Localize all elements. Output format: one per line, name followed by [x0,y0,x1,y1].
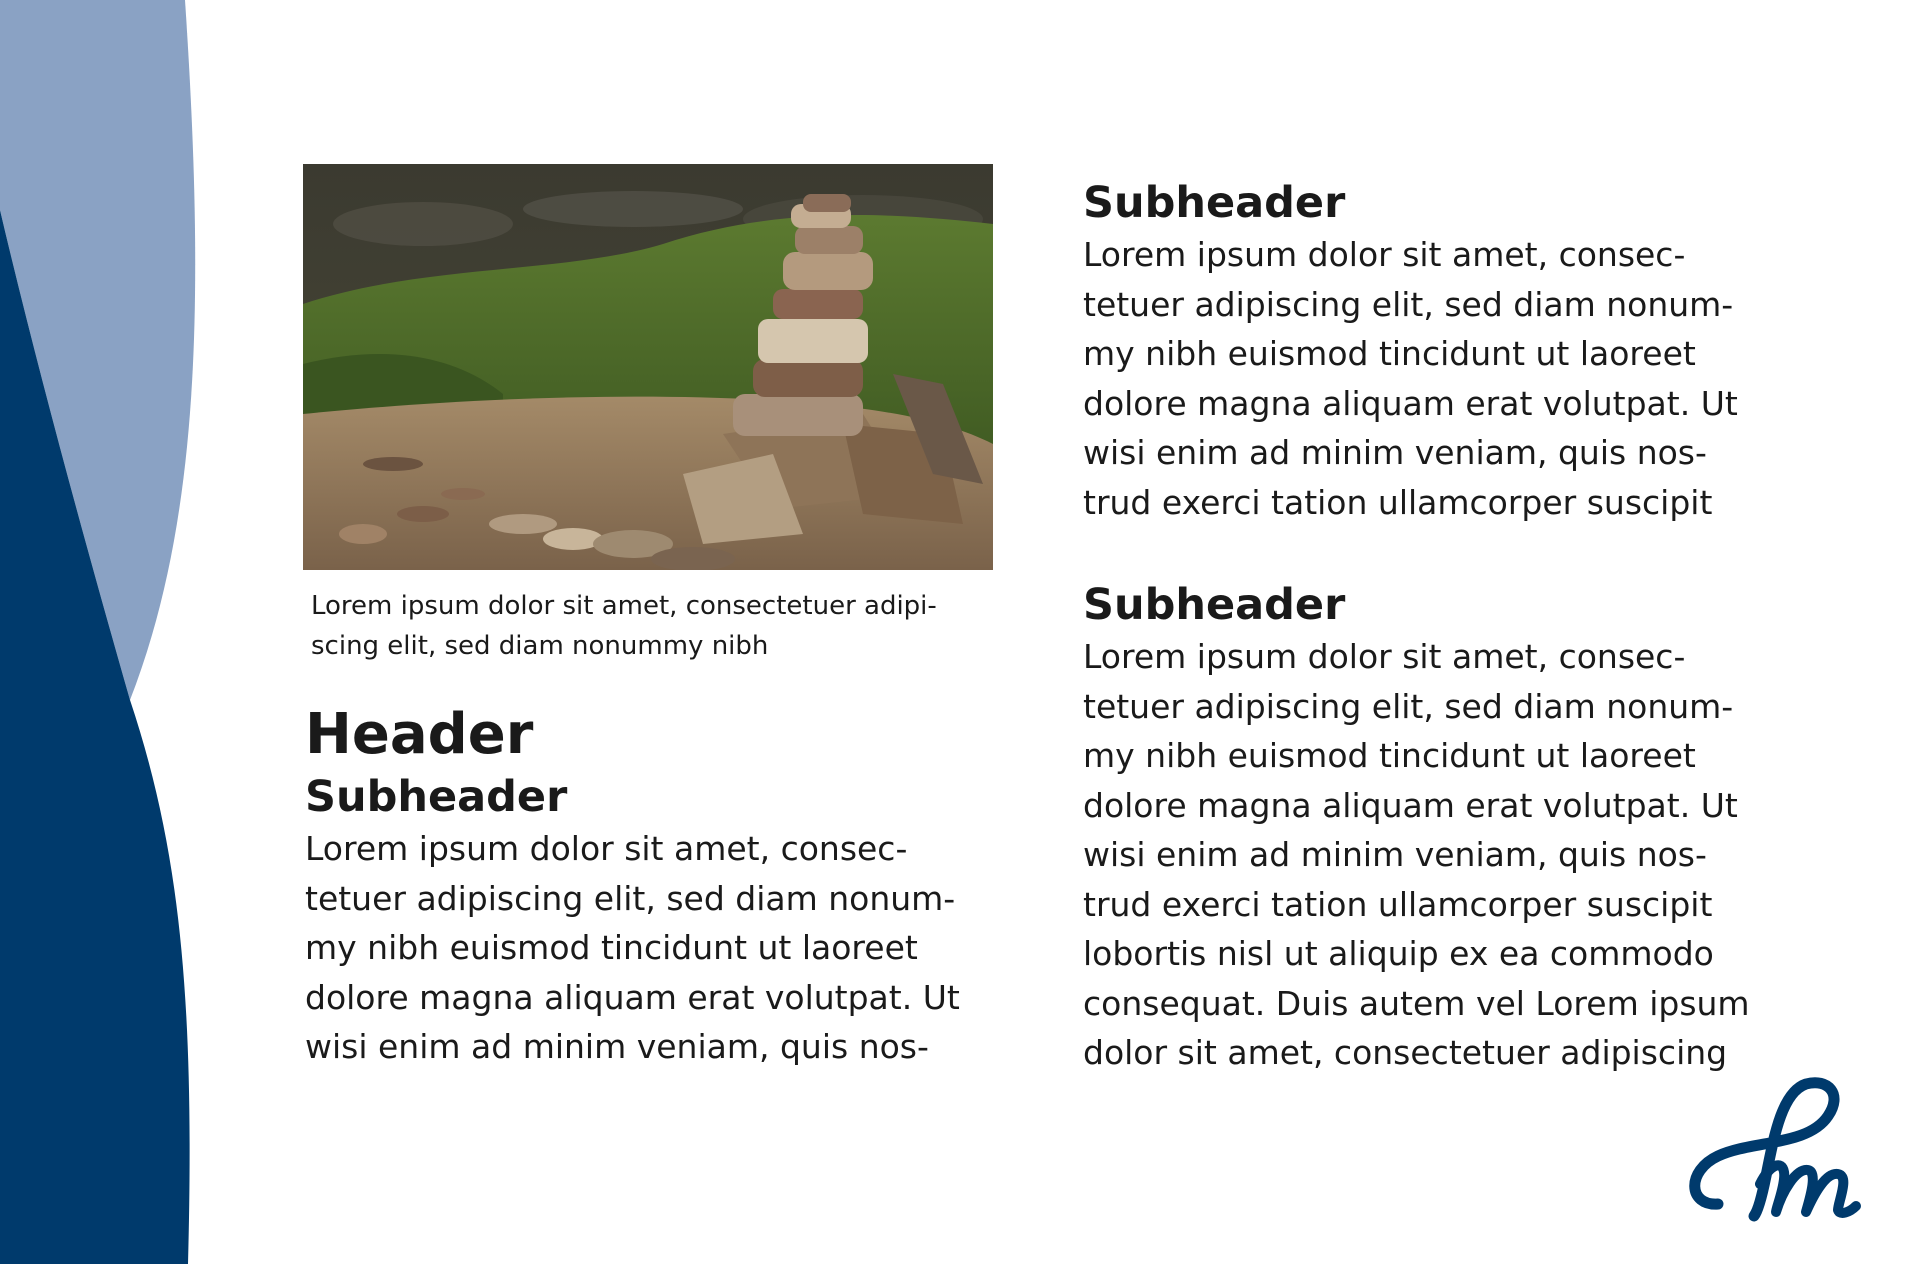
right-text-section-1 [1083,176,1783,527]
page-header: Header [305,702,534,767]
body-line: wisi enim ad minim veniam, quis nos- [305,1027,929,1066]
caption-line: Lorem ipsum dolor sit amet, consectetuer adipi- [311,591,937,621]
right-text-section-2 [1083,578,1783,1078]
body-line: tetuer adipiscing elit, sed diam nonum- [1083,686,1734,726]
body-line: Lorem ipsum dolor sit amet, consec- [305,829,908,868]
body-line: lobortis nisl ut aliquip ex ea commodo [1083,934,1714,973]
body-line: wisi enim ad minim veniam, quis nos- [1083,835,1707,874]
body-line: wisi enim ad minim veniam, quis nos- [1083,433,1707,472]
right-subheader-2: Subheader [1083,580,1346,630]
body-line: Lorem ipsum dolor sit amet, consec- [1083,637,1686,676]
stone-cairn-photo [303,164,993,570]
left-subheader: Subheader [305,772,568,822]
body-line: tetuer adipiscing elit, sed diam nonum- [305,878,956,918]
body-line: my nibh euismod tincidunt ut laoreet [1083,736,1696,775]
body-line: dolor sit amet, consectetuer adipiscing [1083,1033,1728,1072]
body-line: consequat. Duis autem vel Lorem ipsum [1083,983,1750,1023]
body-line: dolore magna aliquam erat volutpat. Ut [1083,785,1738,825]
decorative-wave-band [0,0,200,1264]
body-line: tetuer adipiscing elit, sed diam nonum- [1083,284,1734,324]
body-line: dolore magna aliquam erat volutpat. Ut [305,977,960,1017]
body-line: my nibh euismod tincidunt ut laoreet [1083,334,1696,373]
body-line: dolore magna aliquam erat volutpat. Ut [1083,383,1738,423]
right-body-text-2 [1083,632,1783,1078]
photo-caption [311,586,1001,666]
right-body-text-1 [1083,230,1783,527]
body-line: my nibh euismod tincidunt ut laoreet [305,928,918,967]
right-subheader-1: Subheader [1083,178,1346,228]
left-body-text [305,824,1005,1072]
left-text-section [305,700,1005,1072]
body-line: Lorem ipsum dolor sit amet, consec- [1083,235,1686,274]
body-line: trud exerci tation ullamcorper suscipit [1083,884,1713,924]
caption-line: scing elit, sed diam nonummy nibh [311,631,769,661]
body-line: trud exerci tation ullamcorper suscipit [1083,482,1713,522]
cursive-monogram-logo-icon [1678,1076,1878,1228]
